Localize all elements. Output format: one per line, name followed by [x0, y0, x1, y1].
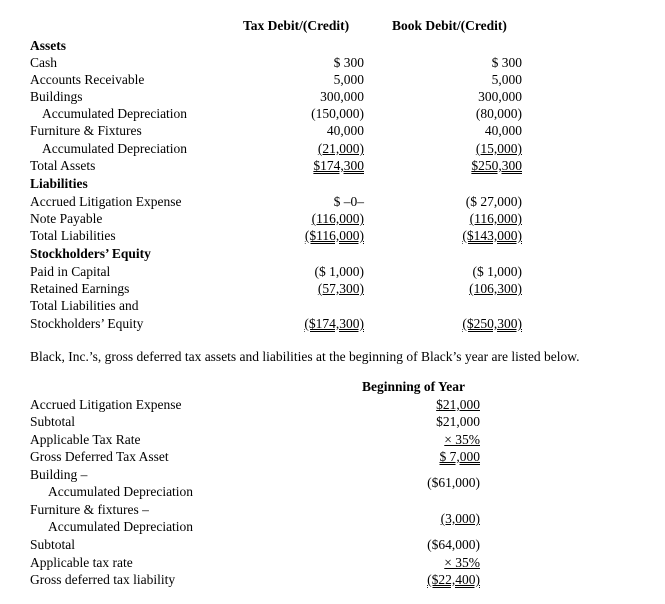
- book-retained-earnings: (106,300): [469, 281, 522, 296]
- boy-label-building: Building –: [30, 467, 88, 482]
- boy-value-applicable-tax-rate: × 35%: [444, 432, 480, 447]
- boy-value-building-accum-dep: ($61,000): [427, 475, 480, 490]
- row-label-total-assets: Total Assets: [30, 158, 96, 173]
- tax-accum-dep-furniture: (21,000): [317, 141, 364, 156]
- boy-value-applicable-tax-rate-2: × 35%: [444, 555, 480, 570]
- tax-accrued-litigation: $ –0–: [333, 194, 364, 209]
- book-cash: $ 300: [491, 55, 522, 70]
- boy-label-accrued-litigation: Accrued Litigation Expense: [30, 397, 182, 412]
- book-accounts-receivable: 5,000: [491, 72, 522, 87]
- section-stockholders-equity: Stockholders’ Equity: [30, 246, 151, 261]
- row-label-stockholders-equity-total: Stockholders’ Equity: [30, 316, 144, 331]
- row-label-accounts-receivable: Accounts Receivable: [30, 72, 145, 87]
- row-label-accum-dep-furniture: Accumulated Depreciation: [42, 141, 188, 156]
- book-paid-in-capital: ($ 1,000): [472, 264, 522, 279]
- intro-paragraph: Black, Inc.’s, gross deferred tax assets and liabilities at the beginning of Black’s year are listed below.: [30, 349, 580, 364]
- tax-total-liabilities-equity: ($174,300): [304, 316, 364, 331]
- boy-label-furniture-accum-dep: Accumulated Depreciation: [48, 519, 194, 534]
- book-total-liabilities: ($143,000): [462, 228, 522, 243]
- tax-retained-earnings: (57,300): [317, 281, 364, 296]
- tax-total-assets: $174,300: [313, 158, 364, 173]
- row-label-note-payable: Note Payable: [30, 211, 103, 226]
- boy-value-gross-deferred-tax-asset: $ 7,000: [439, 449, 480, 464]
- section-assets: Assets: [30, 38, 66, 53]
- row-label-total-liabilities: Total Liabilities: [30, 228, 116, 243]
- book-total-assets: $250,300: [471, 158, 522, 173]
- boy-label-subtotal-2: Subtotal: [30, 537, 76, 552]
- tax-note-payable: (116,000): [311, 211, 364, 226]
- boy-value-subtotal-2: ($64,000): [427, 537, 480, 552]
- row-label-accrued-litigation: Accrued Litigation Expense: [30, 194, 182, 209]
- book-column-header: Book Debit/(Credit): [392, 18, 507, 33]
- book-accrued-litigation: ($ 27,000): [465, 194, 522, 209]
- book-furniture-fixtures: 40,000: [484, 123, 522, 138]
- book-accum-dep-buildings: (80,000): [475, 106, 522, 121]
- tax-furniture-fixtures: 40,000: [326, 123, 364, 138]
- row-label-accum-dep-buildings: Accumulated Depreciation: [42, 106, 188, 121]
- boy-label-furniture-fixtures: Furniture & fixtures –: [30, 502, 149, 517]
- tax-column-header: Tax Debit/(Credit): [243, 18, 350, 33]
- tax-paid-in-capital: ($ 1,000): [314, 264, 364, 279]
- tax-buildings: 300,000: [320, 89, 364, 104]
- book-buildings: 300,000: [478, 89, 522, 104]
- tax-total-liabilities: ($116,000): [304, 228, 364, 243]
- row-label-retained-earnings: Retained Earnings: [30, 281, 130, 296]
- boy-value-furniture-accum-dep: (3,000): [440, 511, 480, 526]
- row-label-paid-in-capital: Paid in Capital: [30, 264, 111, 279]
- section-liabilities: Liabilities: [30, 176, 88, 191]
- tax-accum-dep-buildings: (150,000): [311, 106, 364, 121]
- tax-accounts-receivable: 5,000: [333, 72, 364, 87]
- boy-label-subtotal-1: Subtotal: [30, 414, 76, 429]
- boy-value-accrued-litigation: $21,000: [436, 397, 480, 412]
- boy-label-applicable-tax-rate-2: Applicable tax rate: [30, 555, 133, 570]
- row-label-furniture-fixtures: Furniture & Fixtures: [30, 123, 142, 138]
- book-note-payable: (116,000): [469, 211, 522, 226]
- book-accum-dep-furniture: (15,000): [475, 141, 522, 156]
- boy-label-gross-deferred-tax-asset: Gross Deferred Tax Asset: [30, 449, 169, 464]
- row-label-cash: Cash: [30, 55, 57, 70]
- row-label-total-liabilities-and: Total Liabilities and: [30, 298, 139, 313]
- boy-value-subtotal-1: $21,000: [436, 414, 480, 429]
- boy-label-gross-deferred-tax-liability: Gross deferred tax liability: [30, 572, 176, 587]
- boy-label-building-accum-dep: Accumulated Depreciation: [48, 484, 194, 499]
- boy-value-gross-deferred-tax-liability: ($22,400): [427, 572, 480, 587]
- row-label-buildings: Buildings: [30, 89, 83, 104]
- tax-cash: $ 300: [333, 55, 364, 70]
- book-total-liabilities-equity: ($250,300): [462, 316, 522, 331]
- boy-label-applicable-tax-rate: Applicable Tax Rate: [30, 432, 141, 447]
- beginning-of-year-header: Beginning of Year: [362, 379, 466, 394]
